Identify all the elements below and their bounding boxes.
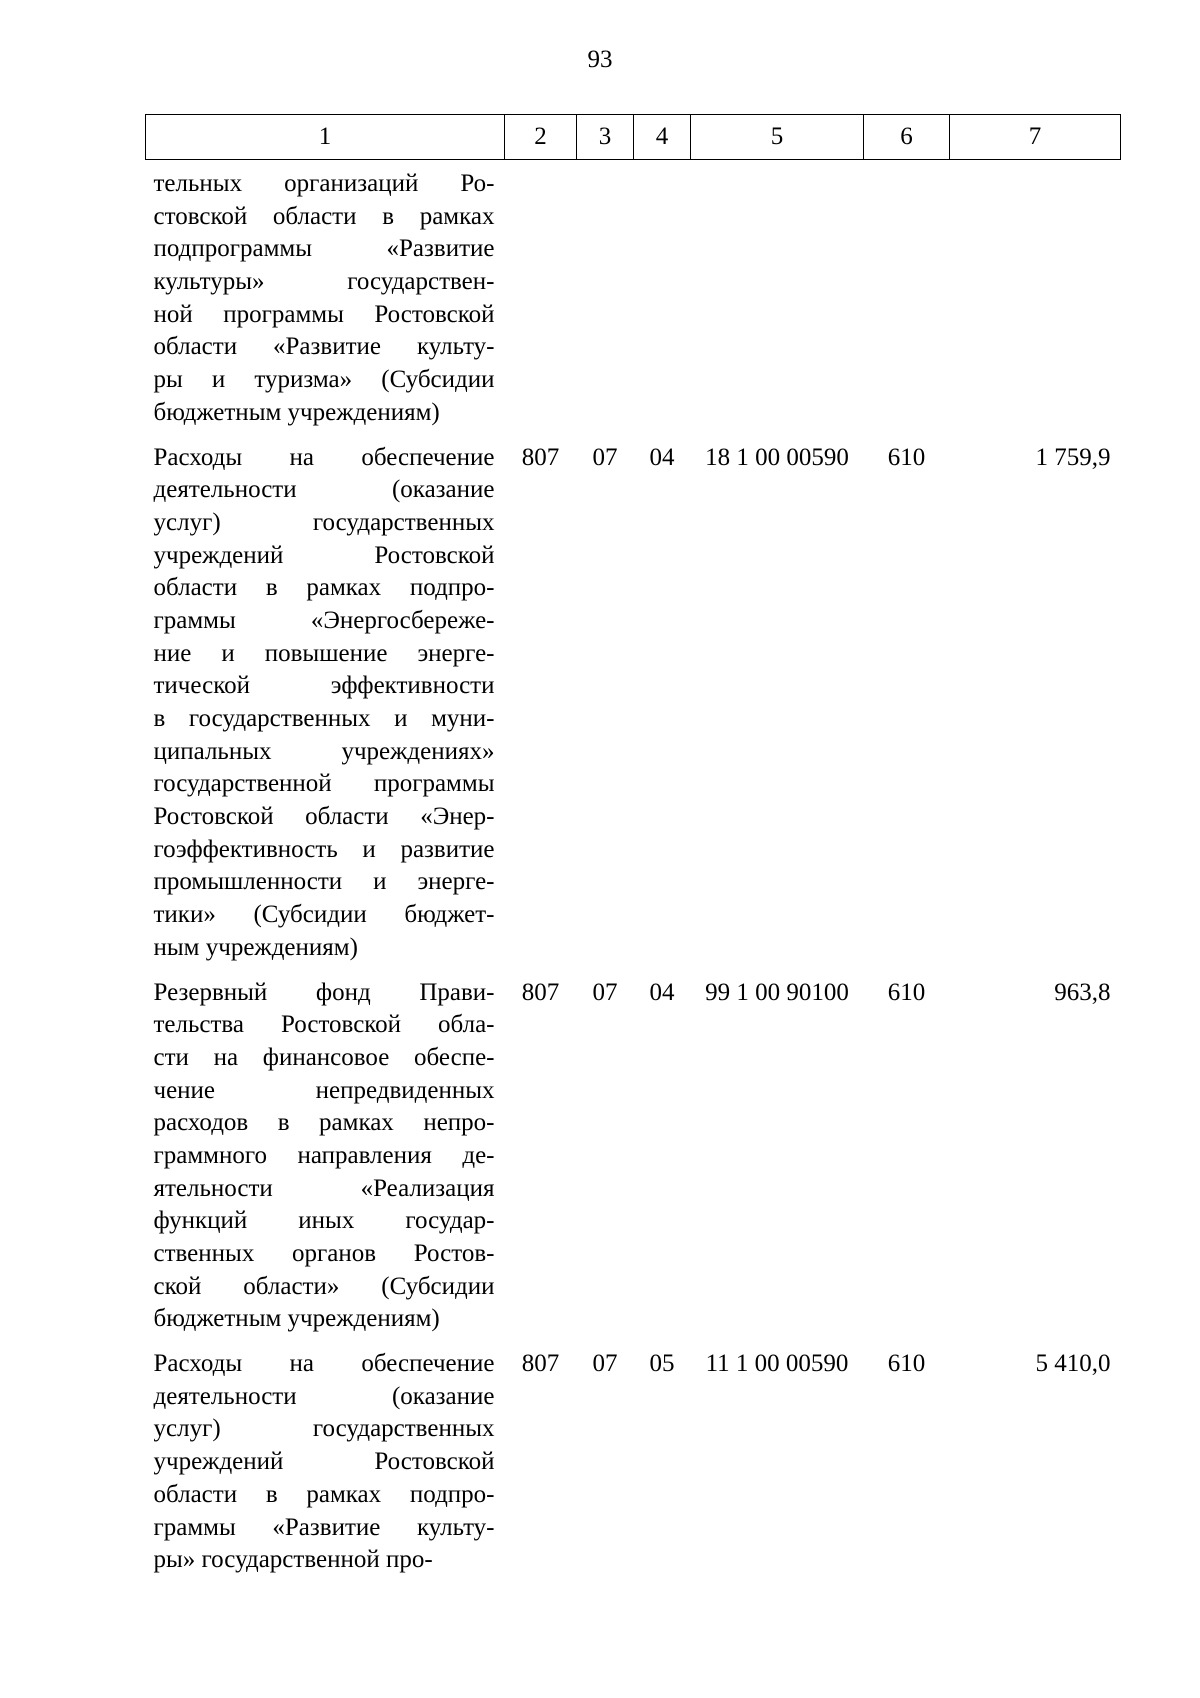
description-line: граммного направления де- [153,1141,495,1169]
description-line: ятельности «Реализация [153,1174,495,1202]
description-line: бюджетным учреждениям) [153,1305,440,1333]
header-col-3: 3 [577,115,634,160]
description-line: Ростовской области «Энер- [153,803,495,831]
amount-cell: 1 759,9 [1035,443,1111,471]
description-line: ской области» (Субсидии [153,1272,495,1300]
description-line: учреждений Ростовской [153,541,495,569]
description-line: услуг) государственных [153,1415,495,1443]
description-line: промышленности и энерге- [153,868,495,896]
description-line: ным учреждениям) [153,933,358,961]
description-line: области «Развитие культу- [153,333,495,361]
description-line: граммы «Развитие культу- [153,1513,495,1541]
subsection-code-cell: 04 [649,978,675,1006]
expense-type-cell: 610 [887,1350,926,1378]
budget-table [145,114,1121,1589]
section-code-cell: 07 [592,1350,618,1378]
header-col-2: 2 [505,115,577,160]
amount-cell: 5 410,0 [1035,1350,1111,1378]
admin-code-cell: 807 [521,443,560,471]
description-line: бюджетным учреждениям) [153,398,440,426]
header-col-6: 6 [864,115,950,160]
row-description [146,1348,505,1589]
subsection-code-cell: 05 [649,1350,675,1378]
admin-code-cell [505,160,577,442]
header-row [146,115,1121,160]
description-line: гоэффективность и развитие [153,835,495,863]
description-line: ние и повышение энерге- [153,639,495,667]
description-line: ной программы Ростовской [153,300,495,328]
page-number: 93 [587,46,613,73]
table-row [146,1348,1121,1589]
amount-cell [950,160,1121,442]
description-line: функций иных государ- [153,1207,495,1235]
description-line: деятельности (оказание [153,476,495,504]
header-col-1: 1 [146,115,505,160]
table-header [146,115,1121,160]
description-line: стовской области в рамках [153,202,495,230]
section-code-cell: 07 [592,978,618,1006]
amount-cell: 963,8 [1054,978,1111,1006]
row-description [146,442,505,977]
description-line: Расходы на обеспечение [153,1350,495,1378]
description-line: области в рамках подпро- [153,1480,495,1508]
admin-code-cell: 807 [521,1350,560,1378]
description-line: учреждений Ростовской [153,1448,495,1476]
description-line: ципальных учреждениях» [153,737,495,765]
target-article-cell: 18 1 00 00590 [705,443,849,471]
description-line: граммы «Энергосбереже- [153,606,495,634]
description-line: ры» государственной про- [153,1546,433,1574]
description-line: расходов в рамках непро- [153,1109,495,1137]
description-line: Расходы на обеспечение [153,443,495,471]
subsection-code-cell [634,160,691,442]
target-article-cell: 11 1 00 00590 [705,1350,849,1378]
description-line: в государственных и муни- [153,705,495,732]
description-line: сти на финансовое обеспе- [153,1043,495,1071]
header-col-5: 5 [691,115,864,160]
description-line: Резервный фонд Прави- [153,978,495,1006]
row-description [146,977,505,1349]
description-line: деятельности (оказание [153,1382,495,1410]
description-line: подпрограммы «Развитие [153,235,495,263]
table-row [146,160,1121,442]
description-line: услуг) государственных [153,508,495,536]
admin-code-cell: 807 [521,978,560,1006]
table-row [146,977,1121,1349]
table-body [146,160,1121,1589]
description-line: области в рамках подпро- [153,574,495,602]
description-line: тельных организаций Ро- [153,170,495,197]
expense-type-cell: 610 [887,978,926,1006]
description-line: тической эффективности [153,672,495,700]
expense-type-cell: 610 [887,443,926,471]
description-line: культуры» государствен- [153,268,495,296]
header-col-4: 4 [634,115,691,160]
target-article-cell: 99 1 00 90100 [705,978,849,1006]
expense-type-cell [864,160,950,442]
section-code-cell: 07 [592,443,618,471]
description-line: ры и туризма» (Субсидии [153,366,495,394]
description-line: тики» (Субсидии бюджет- [153,901,495,929]
header-col-7: 7 [950,115,1121,160]
subsection-code-cell: 04 [649,443,675,471]
target-article-cell [691,160,864,442]
description-line: государственной программы [153,770,495,798]
table-row [146,442,1121,977]
description-line: тельства Ростовской обла- [153,1011,495,1039]
description-line: ственных органов Ростов- [153,1240,495,1267]
description-line: чение непредвиденных [153,1076,495,1104]
section-code-cell [577,160,634,442]
row-description [146,160,505,442]
